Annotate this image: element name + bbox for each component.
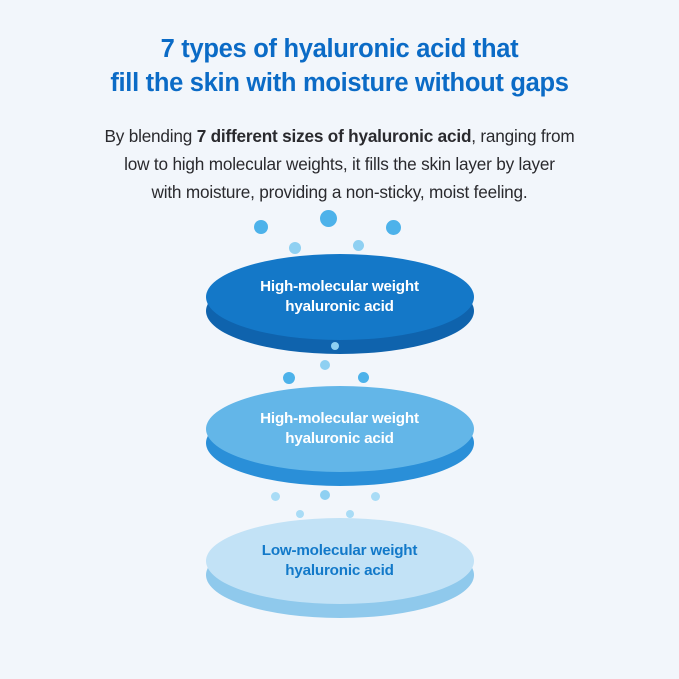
body-description-line-3: with moisture, providing a non-sticky, moist feeling. — [151, 182, 528, 203]
molecule-dot-icon — [271, 492, 280, 501]
page-title-line-1: 7 types of hyaluronic acid that — [160, 35, 519, 63]
body-text-post: , ranging from — [471, 126, 575, 147]
layer-label — [260, 409, 419, 450]
molecule-dot-icon — [296, 510, 304, 518]
molecule-dot-icon — [358, 372, 369, 383]
layer-top — [206, 518, 474, 604]
body-description-line-1 — [55, 122, 625, 150]
page-title-line-2: fill the skin with moisture without gaps — [110, 69, 569, 98]
page-title — [0, 0, 679, 100]
layer-top — [206, 254, 474, 340]
molecule-dot-icon — [320, 210, 337, 227]
layer-label-line-2: hyaluronic acid — [285, 430, 394, 448]
layer-label-line-1: Low-molecular weight — [261, 541, 418, 559]
molecule-dot-icon — [371, 492, 380, 501]
molecule-dot-icon — [254, 220, 268, 234]
layer-label — [262, 541, 417, 582]
hyaluronic-acid-layer-diagram — [0, 220, 679, 640]
molecule-dot-icon — [283, 372, 295, 384]
body-text-pre: By blending — [104, 126, 197, 147]
molecule-dot-icon — [346, 510, 354, 518]
molecule-dot-icon — [386, 220, 401, 235]
layer-high-molecular-weight-dark — [206, 254, 474, 354]
layer-high-molecular-weight-mid — [206, 386, 474, 486]
body-description — [55, 122, 625, 206]
layer-top — [206, 386, 474, 472]
layer-label — [260, 277, 419, 318]
layer-label-line-1: High-molecular weight — [260, 409, 419, 427]
body-text-emphasis: 7 different sizes of hyaluronic acid — [196, 126, 472, 147]
layer-label-line-1: High-molecular weight — [260, 277, 419, 295]
body-description-line-2: low to high molecular weights, it fills the skin layer by layer — [124, 154, 555, 175]
layer-low-molecular-weight — [206, 518, 474, 618]
molecule-dot-icon — [320, 360, 330, 370]
layer-label-line-2: hyaluronic acid — [285, 562, 394, 580]
layer-label-line-2: hyaluronic acid — [285, 298, 394, 316]
molecule-dot-icon — [353, 240, 364, 251]
molecule-dot-icon — [289, 242, 301, 254]
molecule-dot-icon — [320, 490, 330, 500]
